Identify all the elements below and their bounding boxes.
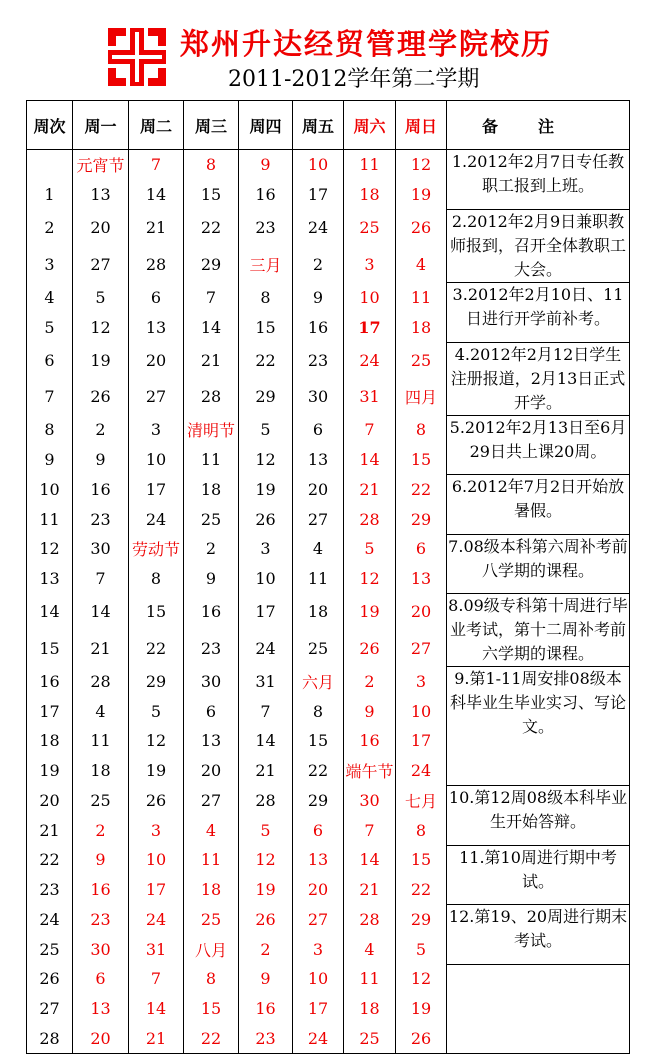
remark-note: 10.第12周08级本科毕业生开始答辩。 (447, 786, 630, 846)
day-cell: 9 (239, 150, 293, 180)
day-cell: 26 (73, 379, 129, 416)
day-cell: 7 (129, 150, 184, 180)
day-cell: 5 (239, 415, 293, 445)
day-cell: 19 (396, 180, 447, 210)
day-cell: 14 (344, 845, 396, 875)
day-cell: 10 (293, 150, 344, 180)
day-cell: 4 (73, 696, 129, 726)
day-cell: 28 (239, 786, 293, 816)
day-cell: 6 (129, 283, 184, 313)
day-cell: 27 (129, 379, 184, 416)
day-cell: 30 (73, 934, 129, 964)
day-cell: 26 (344, 630, 396, 667)
day-cell: 26 (239, 905, 293, 935)
day-cell: 18 (184, 475, 239, 505)
week-number: 26 (27, 964, 73, 994)
day-cell: 28 (73, 667, 129, 697)
day-cell: 25 (396, 342, 447, 379)
day-cell: 23 (184, 630, 239, 667)
day-cell: 四月 (396, 379, 447, 416)
day-cell: 12 (239, 445, 293, 475)
day-cell: 20 (293, 875, 344, 905)
week-number: 3 (27, 246, 73, 283)
table-row (27, 534, 630, 564)
day-cell: 18 (344, 180, 396, 210)
day-cell: 8 (184, 150, 239, 180)
school-logo-icon (108, 28, 166, 86)
day-cell: 16 (239, 994, 293, 1024)
day-cell: 7 (344, 415, 396, 445)
day-cell: 6 (396, 534, 447, 564)
table-row (27, 283, 630, 313)
week-number: 25 (27, 934, 73, 964)
week-number: 17 (27, 696, 73, 726)
week-number: 6 (27, 342, 73, 379)
day-cell: 20 (73, 210, 129, 247)
day-cell: 13 (396, 564, 447, 594)
day-cell: 3 (129, 815, 184, 845)
week-number: 14 (27, 594, 73, 631)
remark-note: 6.2012年7月2日开始放暑假。 (447, 475, 630, 535)
day-cell: 12 (239, 845, 293, 875)
table-row (27, 342, 630, 379)
col-mon: 周一 (73, 101, 129, 150)
day-cell: 25 (293, 630, 344, 667)
day-cell: 2 (293, 246, 344, 283)
day-cell: 17 (293, 994, 344, 1024)
day-cell: 5 (73, 283, 129, 313)
day-cell: 26 (396, 1024, 447, 1054)
day-cell: 2 (344, 667, 396, 697)
day-cell: 29 (129, 667, 184, 697)
day-cell: 22 (239, 342, 293, 379)
day-cell: 9 (184, 564, 239, 594)
day-cell: 10 (129, 845, 184, 875)
day-cell: 4 (184, 815, 239, 845)
day-cell: 13 (129, 312, 184, 342)
week-number: 13 (27, 564, 73, 594)
day-cell: 27 (73, 246, 129, 283)
week-number: 16 (27, 667, 73, 697)
day-cell: 11 (396, 283, 447, 313)
day-cell: 24 (293, 1024, 344, 1054)
day-cell: 17 (293, 180, 344, 210)
day-cell: 24 (129, 905, 184, 935)
day-cell: 25 (73, 786, 129, 816)
day-cell: 15 (129, 594, 184, 631)
day-cell: 22 (396, 475, 447, 505)
day-cell: 24 (129, 504, 184, 534)
day-cell: 22 (184, 1024, 239, 1054)
day-cell: 23 (239, 1024, 293, 1054)
day-cell: 8 (239, 283, 293, 313)
day-cell: 8 (184, 964, 239, 994)
day-cell: 30 (73, 534, 129, 564)
day-cell: 15 (396, 445, 447, 475)
day-cell: 18 (344, 994, 396, 1024)
week-number: 23 (27, 875, 73, 905)
school-name: 郑州升达经贸管理学院校历 (180, 27, 553, 61)
week-number: 28 (27, 1024, 73, 1054)
day-cell: 17 (396, 726, 447, 756)
remark-note: 5.2012年2月13日至6月29日共上课20周。 (447, 415, 630, 475)
day-cell: 19 (73, 342, 129, 379)
day-cell: 八月 (184, 934, 239, 964)
week-number: 15 (27, 630, 73, 667)
day-cell: 12 (396, 150, 447, 180)
day-cell: 5 (396, 934, 447, 964)
day-cell: 11 (184, 445, 239, 475)
day-cell: 12 (344, 564, 396, 594)
day-cell: 劳动节 (129, 534, 184, 564)
day-cell: 15 (184, 994, 239, 1024)
day-cell: 3 (239, 534, 293, 564)
col-sat: 周六 (344, 101, 396, 150)
day-cell: 14 (73, 594, 129, 631)
day-cell: 11 (344, 964, 396, 994)
day-cell: 3 (293, 934, 344, 964)
day-cell: 17 (129, 875, 184, 905)
col-remarks: 备注 (447, 101, 630, 150)
table-row (27, 845, 630, 875)
day-cell: 14 (184, 312, 239, 342)
day-cell: 13 (293, 445, 344, 475)
day-cell: 3 (344, 246, 396, 283)
day-cell: 18 (293, 594, 344, 631)
day-cell: 13 (73, 180, 129, 210)
term-title: 2011-2012学年第二学期 (228, 67, 480, 92)
day-cell: 16 (184, 594, 239, 631)
day-cell: 21 (129, 1024, 184, 1054)
day-cell: 11 (293, 564, 344, 594)
col-week: 周次 (27, 101, 73, 150)
day-cell: 21 (344, 475, 396, 505)
day-cell: 3 (396, 667, 447, 697)
day-cell: 28 (344, 905, 396, 935)
week-number: 1 (27, 180, 73, 210)
day-cell: 21 (239, 756, 293, 786)
day-cell: 30 (293, 379, 344, 416)
day-cell: 17 (129, 475, 184, 505)
day-cell: 17 (344, 312, 396, 342)
week-number: 22 (27, 845, 73, 875)
week-number: 4 (27, 283, 73, 313)
day-cell: 6 (184, 696, 239, 726)
calendar-header (0, 0, 650, 100)
day-cell: 4 (396, 246, 447, 283)
day-cell: 28 (129, 246, 184, 283)
day-cell: 3 (129, 415, 184, 445)
day-cell: 23 (73, 905, 129, 935)
day-cell: 20 (73, 1024, 129, 1054)
day-cell: 25 (184, 905, 239, 935)
table-row (27, 475, 630, 505)
day-cell: 19 (344, 594, 396, 631)
day-cell: 25 (184, 504, 239, 534)
day-cell: 15 (293, 726, 344, 756)
day-cell: 13 (73, 994, 129, 1024)
day-cell: 10 (239, 564, 293, 594)
day-cell: 19 (239, 475, 293, 505)
week-number: 27 (27, 994, 73, 1024)
day-cell: 清明节 (184, 415, 239, 445)
day-cell: 6 (293, 415, 344, 445)
day-cell: 16 (239, 180, 293, 210)
day-cell: 21 (129, 210, 184, 247)
day-cell: 11 (344, 150, 396, 180)
day-cell: 12 (129, 726, 184, 756)
day-cell: 24 (396, 756, 447, 786)
remark-note: 11.第10周进行期中考试。 (447, 845, 630, 905)
day-cell: 12 (73, 312, 129, 342)
day-cell: 28 (184, 379, 239, 416)
day-cell: 19 (239, 875, 293, 905)
day-cell: 5 (129, 696, 184, 726)
day-cell: 18 (396, 312, 447, 342)
day-cell: 8 (396, 815, 447, 845)
table-row (27, 964, 630, 994)
week-number: 2 (27, 210, 73, 247)
day-cell: 10 (344, 283, 396, 313)
day-cell: 18 (73, 756, 129, 786)
day-cell: 七月 (396, 786, 447, 816)
remark-note: 7.08级本科第六周补考前八学期的课程。 (447, 534, 630, 594)
day-cell: 7 (129, 964, 184, 994)
table-row (27, 905, 630, 935)
col-fri: 周五 (293, 101, 344, 150)
day-cell: 22 (293, 756, 344, 786)
day-cell: 27 (184, 786, 239, 816)
day-cell: 14 (129, 994, 184, 1024)
day-cell: 三月 (239, 246, 293, 283)
day-cell: 31 (344, 379, 396, 416)
day-cell: 12 (396, 964, 447, 994)
week-number: 11 (27, 504, 73, 534)
remark-note: 1.2012年2月7日专任教职工报到上班。 (447, 150, 630, 210)
day-cell: 27 (396, 630, 447, 667)
day-cell: 11 (73, 726, 129, 756)
day-cell: 9 (344, 696, 396, 726)
day-cell: 23 (239, 210, 293, 247)
day-cell: 19 (129, 756, 184, 786)
table-row (27, 786, 630, 816)
day-cell: 22 (396, 875, 447, 905)
day-cell: 16 (344, 726, 396, 756)
day-cell: 25 (344, 1024, 396, 1054)
day-cell: 24 (239, 630, 293, 667)
day-cell: 14 (239, 726, 293, 756)
day-cell: 23 (73, 504, 129, 534)
day-cell: 8 (396, 415, 447, 445)
week-number: 7 (27, 379, 73, 416)
day-cell: 24 (293, 210, 344, 247)
week-number: 18 (27, 726, 73, 756)
week-number: 9 (27, 445, 73, 475)
day-cell: 6 (293, 815, 344, 845)
day-cell: 26 (396, 210, 447, 247)
day-cell: 元宵节 (73, 150, 129, 180)
week-number: 21 (27, 815, 73, 845)
col-wed: 周三 (184, 101, 239, 150)
week-number: 10 (27, 475, 73, 505)
day-cell: 29 (184, 246, 239, 283)
remark-note (447, 964, 630, 1054)
day-cell: 9 (293, 283, 344, 313)
day-cell: 4 (344, 934, 396, 964)
day-cell: 7 (73, 564, 129, 594)
remark-note: 3.2012年2月10日、11日进行开学前补考。 (447, 283, 630, 343)
day-cell: 4 (293, 534, 344, 564)
day-cell: 31 (239, 667, 293, 697)
day-cell: 29 (293, 786, 344, 816)
week-number: 5 (27, 312, 73, 342)
day-cell: 2 (184, 534, 239, 564)
day-cell: 20 (293, 475, 344, 505)
day-cell: 24 (344, 342, 396, 379)
remark-note: 12.第19、20周进行期末考试。 (447, 905, 630, 965)
week-number: 19 (27, 756, 73, 786)
day-cell: 5 (239, 815, 293, 845)
day-cell: 14 (129, 180, 184, 210)
day-cell: 7 (239, 696, 293, 726)
day-cell: 26 (129, 786, 184, 816)
day-cell: 22 (129, 630, 184, 667)
day-cell: 16 (73, 475, 129, 505)
day-cell: 30 (344, 786, 396, 816)
day-cell: 14 (344, 445, 396, 475)
day-cell: 9 (73, 445, 129, 475)
day-cell: 31 (129, 934, 184, 964)
week-number: 20 (27, 786, 73, 816)
day-cell: 29 (396, 504, 447, 534)
day-cell: 15 (396, 845, 447, 875)
week-number: 8 (27, 415, 73, 445)
day-cell: 16 (73, 875, 129, 905)
day-cell: 28 (344, 504, 396, 534)
day-cell: 10 (396, 696, 447, 726)
day-cell: 7 (184, 283, 239, 313)
day-cell: 8 (293, 696, 344, 726)
day-cell: 9 (239, 964, 293, 994)
week-number: 24 (27, 905, 73, 935)
day-cell: 13 (293, 845, 344, 875)
calendar-table (26, 100, 630, 1054)
day-cell: 18 (184, 875, 239, 905)
day-cell: 20 (129, 342, 184, 379)
day-cell: 22 (184, 210, 239, 247)
day-cell: 6 (73, 964, 129, 994)
day-cell: 15 (239, 312, 293, 342)
day-cell: 9 (73, 845, 129, 875)
day-cell: 26 (239, 504, 293, 534)
day-cell: 5 (344, 534, 396, 564)
day-cell: 25 (344, 210, 396, 247)
day-cell: 19 (396, 994, 447, 1024)
day-cell: 7 (344, 815, 396, 845)
day-cell: 27 (293, 905, 344, 935)
day-cell: 端午节 (344, 756, 396, 786)
col-thu: 周四 (239, 101, 293, 150)
day-cell: 2 (239, 934, 293, 964)
table-row (27, 150, 630, 180)
day-cell: 29 (396, 905, 447, 935)
remark-note: 8.09级专科第十周进行毕业考试，第十二周补考前六学期的课程。 (447, 594, 630, 667)
col-sun: 周日 (396, 101, 447, 150)
table-row (27, 415, 630, 445)
day-cell: 21 (184, 342, 239, 379)
day-cell: 27 (293, 504, 344, 534)
day-cell: 11 (184, 845, 239, 875)
day-cell: 16 (293, 312, 344, 342)
day-cell: 2 (73, 415, 129, 445)
week-number: 12 (27, 534, 73, 564)
day-cell: 15 (184, 180, 239, 210)
remark-note: 4.2012年2月12日学生注册报道，2月13日正式开学。 (447, 342, 630, 415)
day-cell: 20 (396, 594, 447, 631)
remark-note: 2.2012年2月9日兼职教师报到，召开全体教职工大会。 (447, 210, 630, 283)
day-cell: 13 (184, 726, 239, 756)
day-cell: 10 (129, 445, 184, 475)
table-row (27, 210, 630, 247)
remark-note: 9.第1-11周安排08级本科毕业生毕业实习、写论文。 (447, 667, 630, 786)
day-cell: 21 (73, 630, 129, 667)
day-cell: 21 (344, 875, 396, 905)
day-cell: 29 (239, 379, 293, 416)
col-tue: 周二 (129, 101, 184, 150)
day-cell: 8 (129, 564, 184, 594)
header-row (27, 101, 630, 150)
table-row (27, 594, 630, 631)
week-number (27, 150, 73, 180)
day-cell: 30 (184, 667, 239, 697)
day-cell: 10 (293, 964, 344, 994)
day-cell: 六月 (293, 667, 344, 697)
table-row (27, 667, 630, 697)
day-cell: 23 (293, 342, 344, 379)
day-cell: 17 (239, 594, 293, 631)
day-cell: 20 (184, 756, 239, 786)
day-cell: 2 (73, 815, 129, 845)
